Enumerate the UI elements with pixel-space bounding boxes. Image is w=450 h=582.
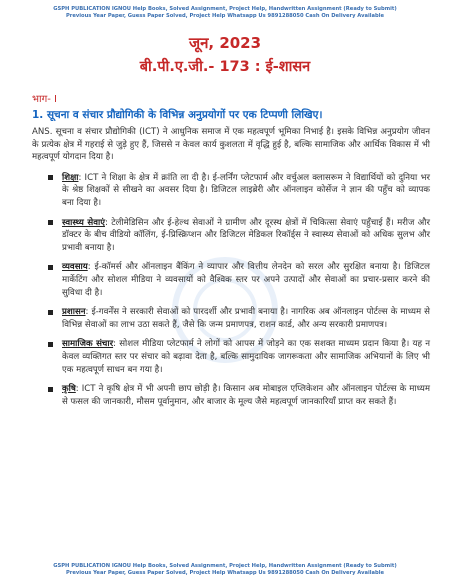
header-line-1: GSPH PUBLICATION IGNOU Help Books, Solved Assignment, Project Help, Handwritten Assignment (Ready to Submit) <box>53 6 397 12</box>
bullet-icon <box>48 175 53 180</box>
list-item <box>48 217 430 255</box>
footer-line-1: GSPH PUBLICATION IGNOU Help Books, Solved Assignment, Project Help, Handwritten Assignment (Ready to Submit) <box>53 563 397 569</box>
point-term: शिक्षा <box>62 172 79 183</box>
bullet-icon <box>48 220 53 225</box>
point-text: : टेलीमेडिसिन और ई-हेल्थ सेवाओं ने ग्रामीण और दूरस्थ क्षेत्रों में चिकित्सा सेवाएं पहुँचाई हैं। मरीज और डॉक्टर के बीच वीडियो कॉलिंग, ई-प्रिस्क्रिप्शन और डिजिटल मेडिकल रिकॉर्ड्स ने स्वास्थ्य सेवाओं को अधिक सुलभ और प्रभावी बनाया है। <box>62 217 430 253</box>
point-text: : ICT ने शिक्षा के क्षेत्र में क्रांति ला दी है। ई-लर्निंग प्लेटफार्म और वर्चुअल क्लासरूम ने विद्यार्थियों को दुनिया भर के श्रेष्ठ शिक्षकों से सीखने का अवसर दिया है। डिजिटल लाइब्रेरी और ऑनलाइन कोर्सेज ने ज्ञान की पहुँच को व्यापक बना दिया है। <box>62 172 430 208</box>
point-term: प्रशासन <box>62 307 86 318</box>
point-text: : ई-गवर्नेंस ने सरकारी सेवाओं को पारदर्शी और प्रभावी बनाया है। नागरिक अब ऑनलाइन पोर्टल्स के माध्यम से विभिन्न सेवाओं का लाभ उठा सकते हैं, जैसे कि जन्म प्रमाणपत्र, राशन कार्ड, और अन्य सरकारी प्रमाणपत्र। <box>62 307 430 330</box>
point-term: स्वास्थ्य सेवाएं <box>62 217 105 228</box>
bullet-icon <box>48 387 53 392</box>
list-item <box>48 306 430 331</box>
question-heading: 1. सूचना व संचार प्रौद्योगिकी के विभिन्न अनुप्रयोगों पर एक टिप्पणी लिखिए। <box>32 109 323 121</box>
point-text: : सोशल मीडिया प्लेटफार्म ने लोगों को आपस में जोड़ने का एक सशक्त माध्यम प्रदान किया है। यह न केवल व्यक्तिगत स्तर पर संचार को बढ़ावा देता है, बल्कि सामुदायिक जागरूकता और सामाजिक अभियानों के लिए भी एक महत्वपूर्ण साधन बन गया है। <box>62 339 430 375</box>
point-text: : ई-कॉमर्स और ऑनलाइन बैंकिंग ने व्यापार और वित्तीय लेनदेन को सरल और सुरक्षित बनाया है। डिजिटल मार्केटिंग और सोशल मीडिया ने व्यवसायों को वैश्विक स्तर पर अपने उत्पादों और सेवाओं का प्रचार-प्रसार करने की सुविधा दी है। <box>62 262 430 298</box>
bullet-icon <box>48 342 53 347</box>
answer-content <box>32 126 430 415</box>
point-term: सामाजिक संचार <box>62 339 114 350</box>
exam-date-title: जून, 2023 <box>188 34 262 52</box>
points-list <box>32 172 430 409</box>
point-term: व्यवसाय <box>62 262 88 273</box>
list-item <box>48 172 430 210</box>
point-text: : ICT ने कृषि क्षेत्र में भी अपनी छाप छोड़ी है। किसान अब मोबाइल एप्लिकेशन और ऑनलाइन पोर्टल्स के माध्यम से फसल की जानकारी, मौसम पूर्वानुमान, और बाजार के मूल्य जैसे महत्वपूर्ण जानकारियाँ प्राप्त कर सकते हैं। <box>62 384 430 407</box>
header-line-2: Previous Year Paper, Guess Paper Solved, Project Help Whatsapp Us 9891288050 Cash On Delivery Available <box>65 13 385 19</box>
point-term: कृषि <box>62 384 76 395</box>
list-item <box>48 383 430 408</box>
list-item <box>48 338 430 376</box>
bullet-icon <box>48 265 53 270</box>
list-item <box>48 261 430 299</box>
intro-paragraph: ANS. सूचना व संचार प्रौद्योगिकी (ICT) ने आधुनिक समाज में एक महत्वपूर्ण भूमिका निभाई है। इसके विभिन्न अनुप्रयोग जीवन के प्रत्येक क्षेत्र में गहराई से जुड़े हुए हैं, जिससे न केवल कार्य कुशलता में वृद्धि हुई है, बल्कि सामाजिक और आर्थिक विकास में भी महत्वपूर्ण योगदान दिया है। <box>32 127 430 163</box>
course-title: बी.पी.ए.जी.- 173 : ई-शासन <box>139 59 311 75</box>
footer-line-2: Previous Year Paper, Guess Paper Solved, Project Help Whatsapp Us 9891288050 Cash On Delivery Available <box>65 570 385 576</box>
section-label: भाग- I <box>32 94 57 105</box>
bullet-icon <box>48 310 53 315</box>
